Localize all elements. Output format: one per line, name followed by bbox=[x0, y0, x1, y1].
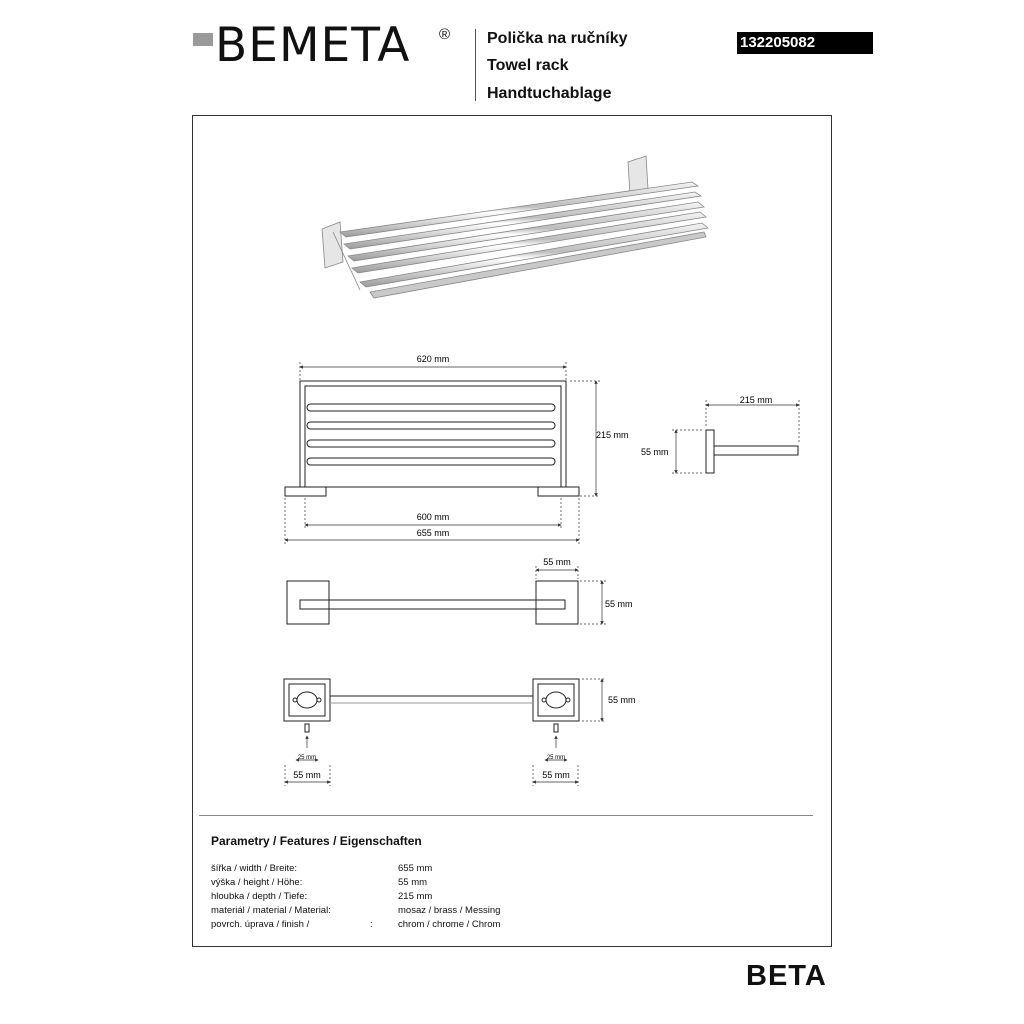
feature-label-depth: hloubka / depth / Tiefe: bbox=[211, 891, 308, 902]
product-photo bbox=[322, 156, 708, 298]
side-dimensions bbox=[672, 400, 799, 473]
product-code: 132205082 bbox=[737, 32, 873, 54]
dim-top-flange-width: 55 mm bbox=[543, 557, 571, 567]
top-view bbox=[287, 581, 578, 624]
dim-back-flange-right: 55 mm bbox=[542, 770, 570, 780]
dim-back-height: 55 mm bbox=[608, 695, 636, 705]
top-dimensions bbox=[536, 566, 606, 624]
brand-logo: BEMETA bbox=[215, 18, 411, 73]
title-german: Handtuchablage bbox=[487, 85, 612, 102]
dim-top-flange-height: 55 mm bbox=[605, 599, 633, 609]
dim-front-inner-width: 600 mm bbox=[416, 512, 450, 522]
dim-back-hole-left: 25 mm bbox=[297, 755, 317, 761]
side-view bbox=[706, 430, 798, 473]
dim-front-height: 215 mm bbox=[596, 430, 629, 440]
dim-back-flange-left: 55 mm bbox=[293, 770, 321, 780]
front-view bbox=[285, 381, 579, 496]
feature-label-material: materiál / material / Material: bbox=[211, 905, 331, 916]
back-view bbox=[284, 679, 579, 732]
dim-back-hole-right: 25 mm bbox=[546, 755, 566, 761]
title-english: Towel rack bbox=[487, 57, 569, 74]
feature-value-depth: 215 mm bbox=[398, 891, 433, 902]
features-separator bbox=[199, 815, 813, 816]
feature-label-finish: povrch. úprava / finish / bbox=[211, 919, 310, 930]
feature-value-finish: chrom / chrome / Chrom bbox=[398, 919, 501, 930]
title-czech: Polička na ručníky bbox=[487, 30, 628, 47]
dim-side-depth: 215 mm bbox=[739, 395, 773, 405]
feature-label-width: šířka / width / Breite: bbox=[211, 863, 298, 874]
feature-value-height: 55 mm bbox=[398, 877, 428, 888]
series-name: BETA bbox=[746, 960, 827, 992]
dim-front-width-top: 620 mm bbox=[416, 354, 450, 364]
dim-front-total-width: 655 mm bbox=[416, 528, 450, 538]
feature-sep-finish: : bbox=[370, 919, 373, 930]
dim-side-height: 55 mm bbox=[641, 447, 669, 457]
feature-label-height: výška / height / Höhe: bbox=[211, 877, 303, 888]
registered-mark: ® bbox=[439, 26, 451, 43]
feature-value-width: 655 mm bbox=[398, 863, 433, 874]
features-heading: Parametry / Features / Eigenschaften bbox=[211, 834, 422, 848]
feature-value-material: mosaz / brass / Messing bbox=[398, 905, 501, 916]
